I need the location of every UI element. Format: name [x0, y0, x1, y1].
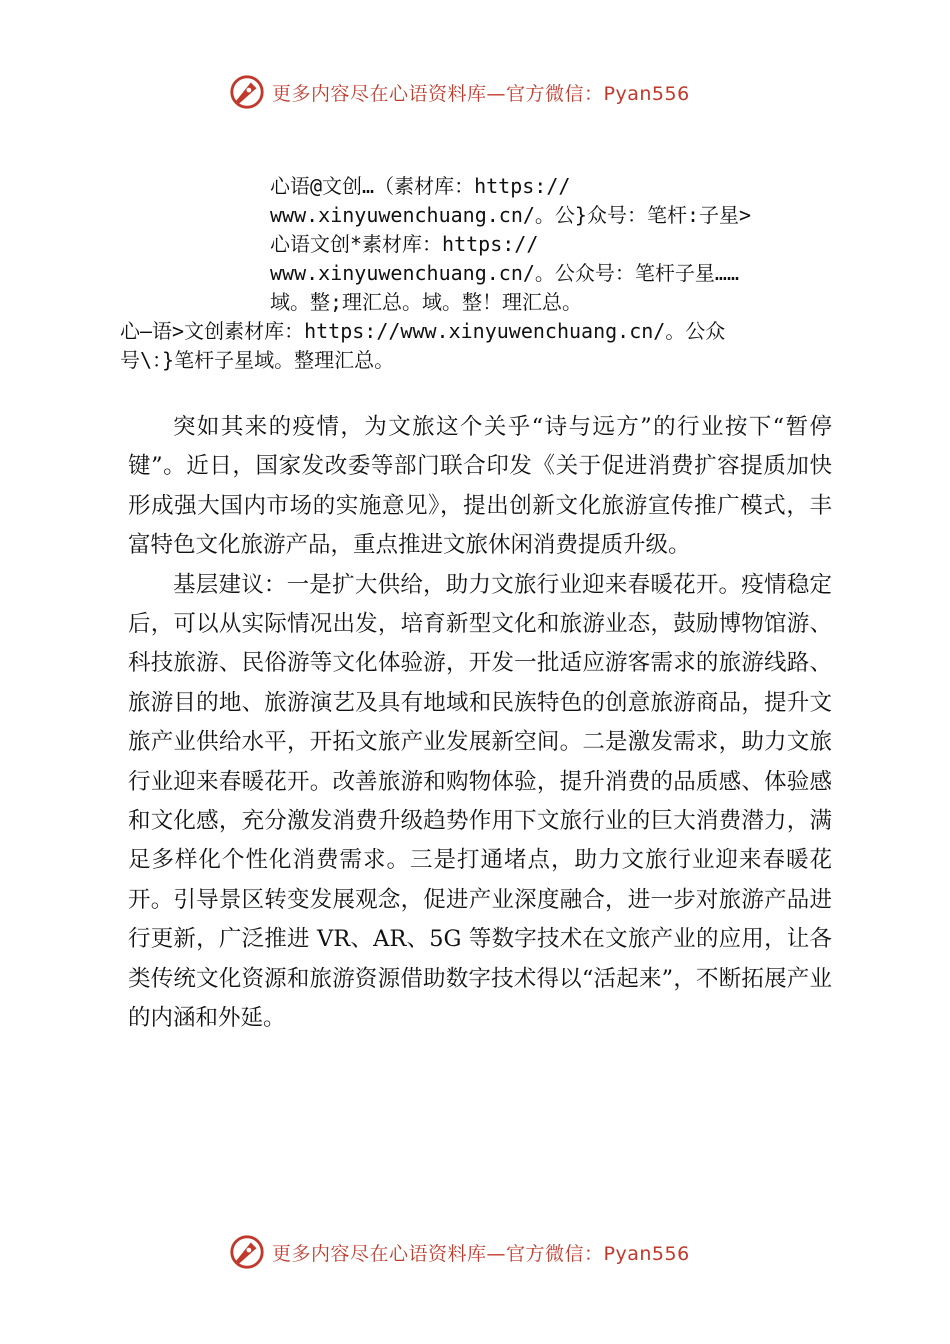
header-block-wide — [120, 317, 840, 375]
banner-text: 更多内容尽在心语资料库—官方微信：Pyan556 — [272, 82, 690, 105]
header-block — [270, 172, 840, 317]
header-line: 心—语>文创素材库：https://www.xinyuwenchuang.cn/。公众 — [120, 319, 726, 343]
paragraph: 突如其来的疫情，为文旅这个关乎“诗与远方”的行业按下“暂停键”。近日，国家发改委等部门联合印发《关于促进消费扩容提质加快形成强大国内市场的实施意见》，提出创新文化旅游宣传推广模式，丰富特色文化旅游产品，重点推进文旅休闲消费提质升级。 — [128, 414, 832, 559]
header-line: 心语文创*素材库：https:// — [270, 232, 539, 256]
article-body — [128, 408, 832, 1039]
header-line: 号\：}笔杆子星域。整理汇总。 — [120, 348, 395, 372]
bottom-banner — [228, 1232, 690, 1272]
banner-text: 更多内容尽在心语资料库—官方微信：Pyan556 — [272, 1242, 690, 1265]
header-line: www.xinyuwenchuang.cn/。公}众号：笔杆:子星> — [270, 203, 752, 227]
pen-nib-logo-icon — [228, 1233, 266, 1271]
top-banner — [228, 72, 690, 112]
header-line: www.xinyuwenchuang.cn/。公众号：笔杆子星…… — [270, 261, 739, 285]
header-line: 心语@文创…（素材库：https:// — [270, 174, 571, 198]
paragraph: 基层建议：一是扩大供给，助力文旅行业迎来春暖花开。疫情稳定后，可以从实际情况出发，培育新型文化和旅游业态，鼓励博物馆游、科技旅游、民俗游等文化体验游，开发一批适应游客需求的旅游线路、旅游目的地、旅游演艺及具有地域和民族特色的创意旅游商品，提升文旅产业供给水平，开拓文旅产业发展新空间。二是激发需求，助力文旅行业迎来春暖花开。改善旅游和购物体验，提升消费的品质感、体验感和文化感，充分激发消费升级趋势作用下文旅行业的巨大消费潜力，满足多样化个性化消费需求。三是打通堵点，助力文旅行业迎来春暖花开。引导景区转变发展观念，促进产业深度融合，进一步对旅游产品进行更新，广泛推进 VR、AR、5G 等数字技术在文旅产业的应用，让各类传统文化资源和旅游资源借助数字技术得以“活起来”，不断拓展产业的内涵和外延。 — [128, 571, 832, 1032]
header-line: 域。整;理汇总。域。整！理汇总。 — [270, 290, 583, 314]
pen-nib-logo-icon — [228, 73, 266, 111]
